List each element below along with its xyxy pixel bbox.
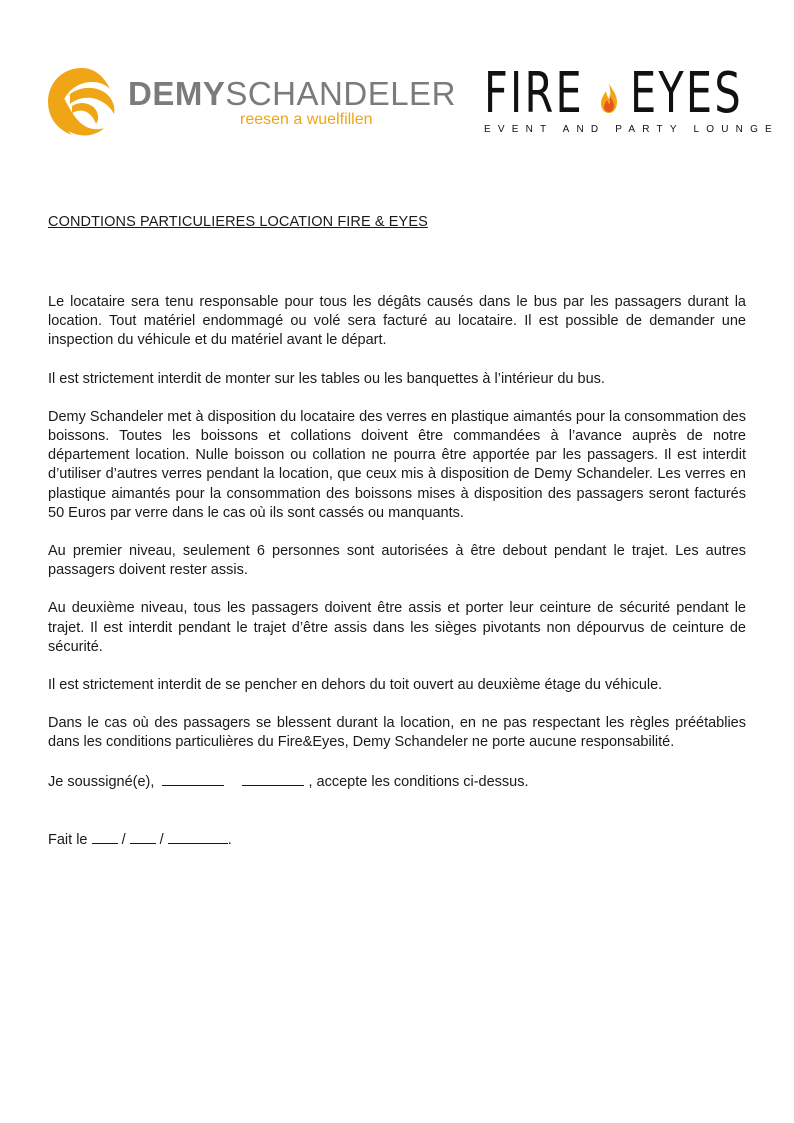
date-prefix: Fait le — [48, 831, 88, 848]
signature-blank-second[interactable] — [242, 772, 304, 786]
date-end: . — [227, 831, 232, 848]
signature-suffix: , accepte les conditions ci-dessus. — [308, 773, 529, 790]
paragraph-second-level: Au deuxième niveau, tous les passagers doivent être assis et porter leur ceinture de sécurité pendant le trajet. Il est interdit pendant le trajet d’être assis dans les sièges pivotants non dépourvus de ceinture de sécurité. — [48, 600, 746, 655]
logo-word-eyes: EYES — [630, 61, 743, 126]
page-header — [0, 0, 794, 150]
date-separator-1: / — [121, 831, 126, 848]
signature-prefix: Je soussigné(e), — [48, 773, 155, 790]
document-title: CONDTIONS PARTICULIERES LOCATION FIRE & EYES — [48, 214, 428, 230]
signature-line — [48, 772, 746, 792]
paragraph-liability: Le locataire sera tenu responsable pour tous les dégâts causés dans le bus par les passagers durant la location. Tout matériel endommagé ou volé sera facturé au locataire. Il est possible de demander une inspection du véhicule et du matériel avant le départ. — [48, 294, 746, 349]
fire-and-eyes-logo — [482, 61, 779, 138]
date-line — [48, 830, 746, 850]
flame-icon — [598, 82, 620, 114]
date-separator-2: / — [159, 831, 164, 848]
demy-schandeler-logo-icon — [46, 66, 118, 138]
paragraph-responsibility: Dans le cas où des passagers se blessent durant la location, en ne pas respectant les règles préétablies dans les conditions particulières du Fire&Eyes, Demy Schandeler ne porte aucune responsabilité. — [48, 715, 746, 751]
date-blank-year[interactable] — [168, 830, 228, 844]
fire-and-eyes-tagline: EVENT AND PARTY LOUNGE — [484, 124, 779, 135]
signature-blank-first[interactable] — [162, 772, 224, 786]
paragraph-roof: Il est strictement interdit de se pencher en dehors du toit ouvert au deuxième étage du véhicule. — [48, 677, 663, 694]
document-body — [48, 212, 746, 850]
date-blank-day[interactable] — [92, 830, 118, 844]
logo-word-fire: FIRE — [484, 61, 584, 126]
paragraph-glasses-and-drinks: Demy Schandeler met à disposition du locataire des verres en plastique aimantés pour la consommation des boissons. Toutes les boissons et collations doivent être commandées à l’avance auprès de notre département location. Nulle boisson ou collation ne pourra être apportée par les passagers. Il est interdit d’utiliser d’autres verres pendant la location, que ceux mis à disposition de Demy Schandeler. Les verres en plastique aimantés pour la consommation des boissons mises à disposition des passagers seront facturés 50 Euros par verre dans le cas où ils sont cassés ou manquants. — [48, 408, 746, 521]
logo-name-light: SCHANDELER — [225, 75, 456, 112]
logo-name-bold: DEMY — [128, 75, 226, 112]
paragraph-first-level: Au premier niveau, seulement 6 personnes sont autorisées à être debout pendant le trajet. Les autres passagers doivent rester assis. — [48, 543, 746, 579]
demy-schandeler-wordmark — [128, 74, 456, 114]
date-blank-month[interactable] — [130, 830, 156, 844]
demy-schandeler-logo — [46, 66, 456, 138]
paragraph-tables-prohibited: Il est strictement interdit de monter sur les tables ou les banquettes à l’intérieur du bus. — [48, 370, 605, 387]
demy-schandeler-tagline: reesen a wuelfillen — [240, 111, 373, 128]
